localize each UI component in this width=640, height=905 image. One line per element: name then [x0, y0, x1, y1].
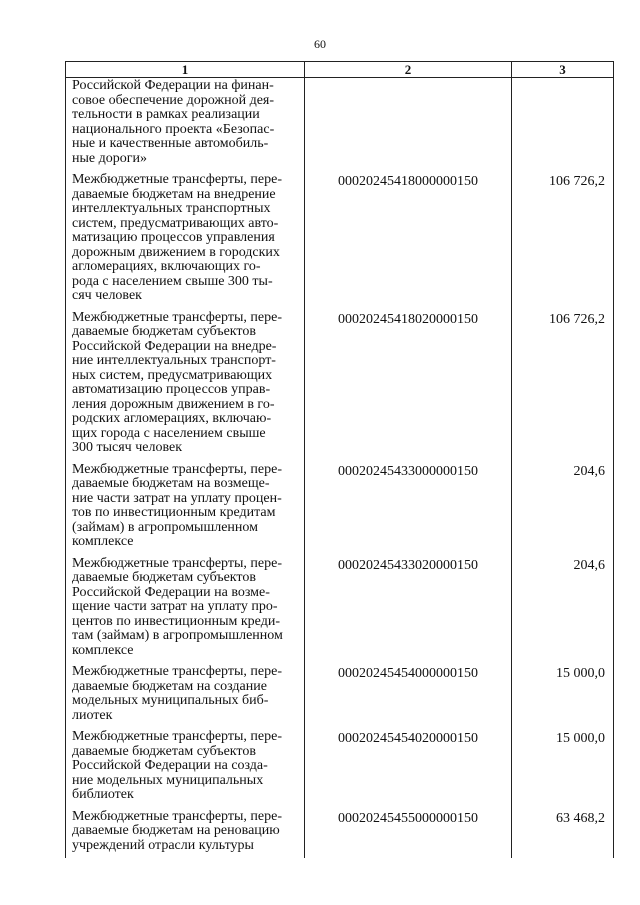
row-amount: 204,6 — [512, 555, 614, 664]
table-row — [66, 461, 614, 555]
page-number: 60 — [314, 37, 326, 51]
row-description: Межбюджетные трансферты, пере- даваемые бюджетам субъектов Российской Федерации на возме- щение части затрат на уплату про- центов по инвестиционным креди- там (займам) в агропромышленном комплексе — [66, 555, 305, 664]
row-description: Межбюджетные трансферты, пере- даваемые бюджетам на внедрение интеллектуальных транспортных систем, предусматривающих авто- матизацию процессов управления дорожным движением в городских агломерациях, включающих го- рода с населением свыше 300 ты- сяч человек — [66, 171, 305, 309]
row-description: Межбюджетные трансферты, пере- даваемые бюджетам на создание модельных муниципальных биб- лиотек — [66, 663, 305, 728]
row-code: 00020245454020000150 — [305, 728, 512, 808]
column-header-1: 1 — [66, 62, 305, 78]
row-code: 00020245418000000150 — [305, 171, 512, 309]
table-row — [66, 555, 614, 664]
row-amount: 15 000,0 — [512, 663, 614, 728]
column-header-2: 2 — [305, 62, 512, 78]
table-header — [66, 62, 614, 78]
row-code: 00020245433020000150 — [305, 555, 512, 664]
row-amount: 106 726,2 — [512, 309, 614, 461]
row-description: Межбюджетные трансферты, пере- даваемые бюджетам субъектов Российской Федерации на внедре- ние интеллектуальных транспорт- ных систем, предусматривающих автоматизацию процессов управ- ления дорожным движением в го- родских агломерациях, включаю- щих города с населением свыше 300 тысяч человек — [66, 309, 305, 461]
table-row — [66, 78, 614, 172]
table-row — [66, 309, 614, 461]
row-amount: 15 000,0 — [512, 728, 614, 808]
row-code: 00020245454000000150 — [305, 663, 512, 728]
budget-table — [65, 61, 614, 858]
row-amount — [512, 78, 614, 172]
table-row — [66, 808, 614, 859]
table-row — [66, 728, 614, 808]
row-code — [305, 78, 512, 172]
row-amount: 106 726,2 — [512, 171, 614, 309]
row-code: 00020245455000000150 — [305, 808, 512, 859]
row-description: Межбюджетные трансферты, пере- даваемые бюджетам субъектов Российской Федерации на созда- ние модельных муниципальных библиотек — [66, 728, 305, 808]
row-description: Межбюджетные трансферты, пере- даваемые бюджетам на реновацию учреждений отрасли культуры — [66, 808, 305, 859]
column-header-3: 3 — [512, 62, 614, 78]
row-description: Российской Федерации на финан- совое обеспечение дорожной дея- тельности в рамках реализации национального проекта «Безопас- ные и качественные автомобиль- ные дороги» — [66, 78, 305, 172]
table-body — [66, 78, 614, 859]
row-amount: 204,6 — [512, 461, 614, 555]
row-code: 00020245418020000150 — [305, 309, 512, 461]
table-row — [66, 171, 614, 309]
row-description: Межбюджетные трансферты, пере- даваемые бюджетам на возмеще- ние части затрат на уплату процен- тов по инвестиционным кредитам (займам) в агропромышленном комплексе — [66, 461, 305, 555]
row-amount: 63 468,2 — [512, 808, 614, 859]
row-code: 00020245433000000150 — [305, 461, 512, 555]
table-row — [66, 663, 614, 728]
